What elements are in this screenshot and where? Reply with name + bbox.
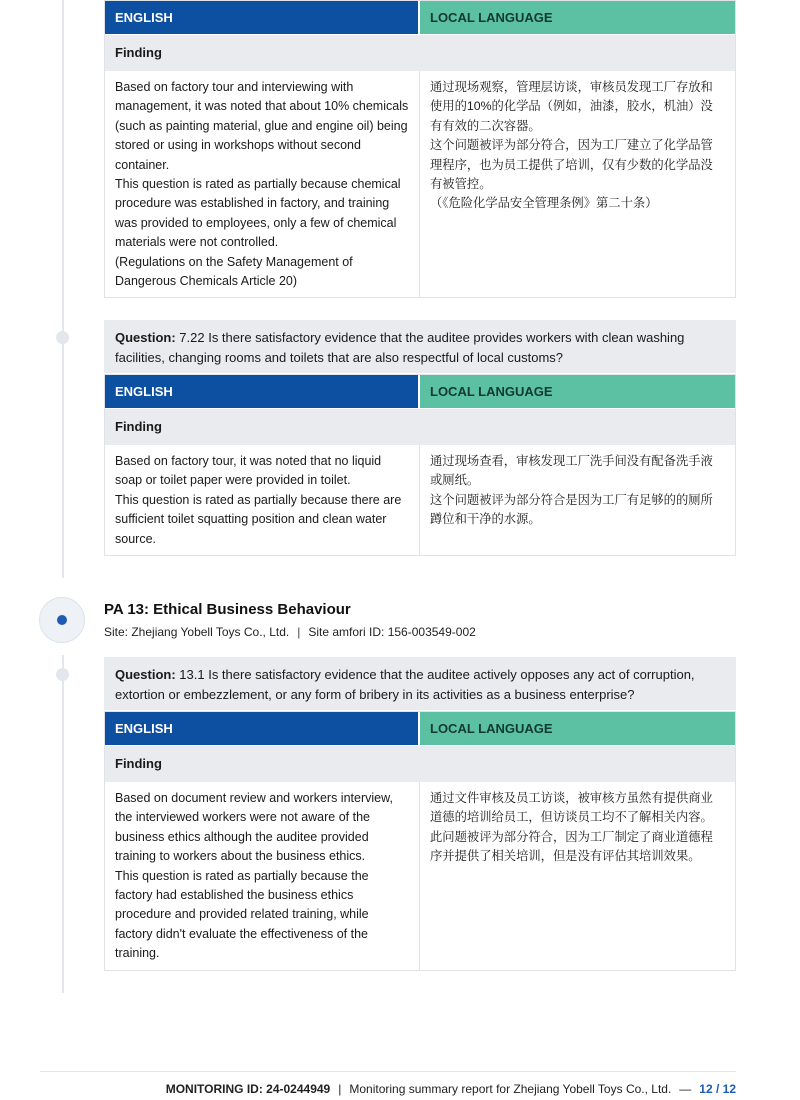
- question-text: 13.1 Is there satisfactory evidence that the auditee actively opposes any act of corruption, extortion or embezzlement, or any form of bribery in its activities as a business enterprise?: [115, 667, 695, 702]
- site-separator: |: [297, 625, 301, 639]
- table-header-row: [105, 712, 735, 746]
- local-language-column-header: LOCAL LANGUAGE: [420, 375, 735, 408]
- site-name: Site: Zhejiang Yobell Toys Co., Ltd.: [104, 625, 290, 639]
- footer-dash: —: [679, 1082, 692, 1096]
- english-column-header: ENGLISH: [105, 1, 420, 34]
- timeline-line-lower: [62, 655, 64, 993]
- finding-english-text: Based on factory tour, it was noted that no liquid soap or toilet paper were provided in toilet. This question is rated as partially because there are sufficient toilet squatting position and clean water source.: [105, 445, 420, 555]
- local-language-column-header: LOCAL LANGUAGE: [420, 712, 735, 745]
- table-header-row: [105, 1, 735, 35]
- finding-table: [104, 374, 736, 556]
- footer-divider: [40, 1071, 736, 1072]
- finding-label: Finding: [105, 746, 735, 782]
- page-number: 12 / 12: [699, 1082, 736, 1096]
- section-title: PA 13: Ethical Business Behaviour: [104, 601, 351, 618]
- timeline-dot: [56, 331, 69, 344]
- finding-row: [105, 445, 735, 555]
- finding-row: [105, 71, 735, 297]
- finding-label: Finding: [105, 35, 735, 71]
- finding-local-text: 通过现场查看，审核发现工厂洗手间没有配备洗手液或厕纸。 这个问题被评为部分符合是因为工厂有足够的的厕所蹲位和干净的水源。: [430, 454, 713, 527]
- site-amfori-id: Site amfori ID: 156-003549-002: [308, 625, 476, 639]
- question-text: 7.22 Is there satisfactory evidence that the auditee provides workers with clean washing facilities, changing rooms and toilets that are also respectful of local customs?: [115, 330, 685, 365]
- report-title: Monitoring summary report for Zhejiang Yobell Toys Co., Ltd.: [349, 1082, 672, 1096]
- finding-row: [105, 782, 735, 970]
- finding-local-text: 通过文件审核及员工访谈，被审核方虽然有提供商业道德的培训给员工，但访谈员工均不了解相关内容。 此问题被评为部分符合，因为工厂制定了商业道德程序并提供了相关培训，但是没有评估其培训效果。: [430, 791, 713, 864]
- footer-separator: |: [338, 1082, 342, 1096]
- finding-label: Finding: [105, 409, 735, 445]
- english-column-header: ENGLISH: [105, 712, 420, 745]
- finding-english-text: Based on factory tour and interviewing with management, it was noted that about 10% chemicals (such as painting material, glue and engine oil) being stored or using in workshops without second container. This question is rated as partially because chemical procedure was established in factory, and training was provided to employees, only a few of chemical materials were not controlled. (Regulations on the Safety Management of Dangerous Chemicals Article 20): [105, 71, 420, 297]
- finding-table: [104, 0, 736, 298]
- table-header-row: [105, 375, 735, 409]
- timeline-dot: [56, 668, 69, 681]
- finding-english-text: Based on document review and workers interview, the interviewed workers were not aware of the business ethics although the auditee provided training to workers about the business ethics. This question is rated as partially because the factory had established the business ethics procedure and provided related training, while factory didn't evaluate the effectiveness of the training.: [105, 782, 420, 970]
- finding-local-text: 通过现场观察，管理层访谈，审核员发现工厂存放和使用的10%的化学品（例如，油漆，胶水，机油）没有有效的二次容器。 这个问题被评为部分符合，因为工厂建立了化学品管理程序，也为员工提供了培训，仅有少数的化学品没有被管控。 （《危险化学品安全管理条例》第二十条）: [430, 80, 713, 211]
- question-box: [104, 320, 736, 373]
- page-footer: [166, 1082, 736, 1096]
- question-label: Question:: [115, 330, 176, 345]
- timeline-line-upper: [62, 0, 64, 578]
- question-label: Question:: [115, 667, 176, 682]
- finding-table: [104, 711, 736, 971]
- monitoring-id: MONITORING ID: 24-0244949: [165, 1082, 331, 1096]
- english-column-header: ENGLISH: [105, 375, 420, 408]
- section-site-info: [104, 625, 476, 639]
- question-box: [104, 657, 736, 710]
- local-language-column-header: LOCAL LANGUAGE: [420, 1, 735, 34]
- section-marker-icon: [39, 597, 85, 643]
